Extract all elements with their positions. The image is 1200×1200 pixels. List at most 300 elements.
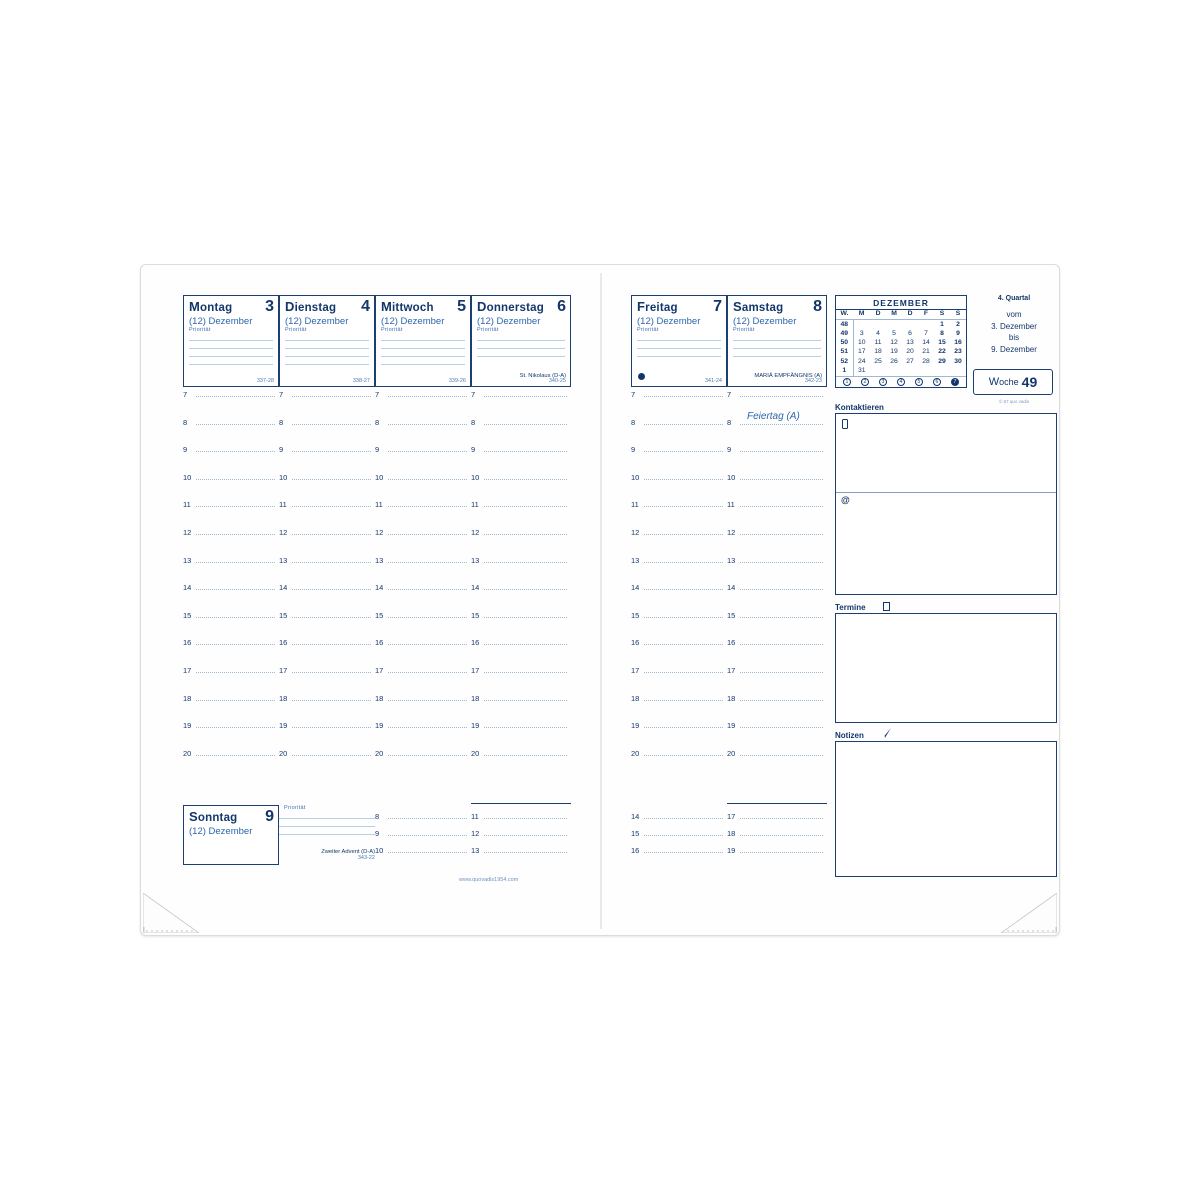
hour-writing-line[interactable] (740, 534, 823, 535)
hour-writing-line[interactable] (388, 700, 467, 701)
hour-row[interactable] (471, 748, 567, 776)
mini-month-day-cell[interactable] (870, 320, 886, 330)
mini-month-header-cell: M (853, 310, 870, 320)
hour-row[interactable] (631, 389, 723, 417)
hour-writing-line[interactable] (292, 396, 371, 397)
hour-row[interactable] (375, 748, 467, 776)
hour-writing-line[interactable] (484, 644, 567, 645)
mini-month-title: DEZEMBER (836, 296, 966, 310)
hour-writing-line[interactable] (484, 835, 567, 836)
mini-month-calendar[interactable] (835, 295, 967, 388)
hour-writing-line[interactable] (740, 424, 823, 425)
hour-row[interactable] (471, 610, 567, 638)
week-number-box[interactable] (973, 369, 1053, 395)
hour-row[interactable] (727, 828, 823, 845)
hour-row[interactable] (183, 665, 275, 693)
hour-row[interactable] (631, 811, 723, 828)
hour-row[interactable] (727, 811, 823, 828)
mini-month-day-cell[interactable]: 18 (874, 348, 882, 356)
hour-writing-line[interactable] (388, 562, 467, 563)
hour-row[interactable] (631, 582, 723, 610)
hour-row[interactable] (183, 555, 275, 583)
priority-lines-montag[interactable] (184, 333, 278, 365)
mini-month-day-cell[interactable]: 8 (940, 329, 944, 337)
hour-row[interactable] (631, 720, 723, 748)
hour-label: 19 (631, 721, 640, 731)
day-header-dienstag[interactable] (279, 295, 375, 387)
hour-row[interactable] (471, 693, 567, 721)
hour-row[interactable] (631, 527, 723, 555)
mini-month-day-cell[interactable]: 26 (890, 357, 898, 365)
mini-month-day-cell[interactable]: 9 (956, 329, 960, 337)
mini-month-week-number[interactable]: 49 (840, 329, 849, 337)
hour-row[interactable] (631, 665, 723, 693)
hour-writing-line[interactable] (292, 562, 371, 563)
hour-row[interactable] (727, 720, 823, 748)
mini-month-day-cell[interactable]: 13 (906, 339, 914, 347)
day-name-samstag: Samstag (733, 299, 784, 314)
mini-month-day-cell[interactable]: 24 (853, 357, 870, 366)
hour-writing-line[interactable] (196, 589, 275, 590)
mini-month-day-cell[interactable]: 10 (853, 339, 870, 348)
hour-row[interactable] (183, 527, 275, 555)
mini-month-day-cell[interactable]: 22 (938, 348, 946, 356)
hour-row[interactable] (727, 499, 823, 527)
hour-row[interactable] (279, 417, 371, 445)
hour-row[interactable] (279, 389, 371, 417)
hour-writing-line[interactable] (388, 818, 467, 819)
hour-writing-line[interactable] (388, 672, 467, 673)
hour-row[interactable] (727, 637, 823, 665)
hour-row[interactable] (279, 472, 371, 500)
hour-label: 9 (375, 445, 380, 455)
hour-label: 8 (279, 417, 284, 427)
hour-row[interactable] (183, 748, 275, 776)
hour-writing-line[interactable] (484, 534, 567, 535)
hour-row[interactable] (183, 610, 275, 638)
mini-month-day-cell[interactable]: 11 (874, 339, 882, 347)
hour-writing-line[interactable] (388, 835, 467, 836)
hour-writing-line[interactable] (388, 451, 467, 452)
mini-month-week-number[interactable]: 52 (840, 357, 849, 365)
mini-month-day-cell[interactable]: 23 (954, 348, 962, 356)
hour-row[interactable] (183, 417, 275, 445)
hour-writing-line[interactable] (388, 424, 467, 425)
mini-month-day-cell[interactable]: 5 (892, 329, 896, 337)
hour-row[interactable] (727, 555, 823, 583)
hour-writing-line[interactable] (196, 396, 275, 397)
priority-lines-mittwoch[interactable] (376, 333, 470, 365)
hour-writing-line[interactable] (644, 727, 723, 728)
hour-row[interactable] (727, 748, 823, 776)
hour-writing-line[interactable] (196, 700, 275, 701)
mini-month-header-cell: S (950, 310, 966, 320)
day-number-montag: 3 (265, 298, 274, 315)
weekday-circle[interactable]: 2 (861, 378, 869, 386)
hour-row[interactable] (375, 444, 467, 472)
mini-month-day-cell[interactable]: 19 (890, 348, 898, 356)
mini-month-header-row (836, 310, 966, 320)
hour-writing-line[interactable] (196, 755, 275, 756)
priority-label-donnerstag: Priorität (477, 327, 499, 333)
mini-month-week-number[interactable]: 51 (840, 348, 849, 356)
weekday-circle-strip[interactable] (836, 376, 966, 387)
mini-month-day-cell[interactable] (870, 367, 886, 376)
hour-row[interactable] (279, 610, 371, 638)
mini-month-day-cell[interactable]: 29 (938, 357, 946, 365)
hour-row[interactable] (471, 720, 567, 748)
hour-writing-line[interactable] (484, 700, 567, 701)
mini-month-day-cell[interactable] (902, 320, 918, 330)
hour-writing-line[interactable] (196, 479, 275, 480)
hour-writing-line[interactable] (196, 424, 275, 425)
hour-writing-line[interactable] (196, 506, 275, 507)
hour-writing-line[interactable] (292, 589, 371, 590)
mini-month-day-cell[interactable]: 25 (874, 357, 882, 365)
hour-writing-line[interactable] (644, 700, 723, 701)
hour-writing-line[interactable] (644, 644, 723, 645)
hour-writing-line[interactable] (196, 617, 275, 618)
hour-writing-line[interactable] (484, 424, 567, 425)
termine-box[interactable] (835, 613, 1057, 723)
day-header-sonntag[interactable] (183, 805, 279, 865)
hour-row[interactable] (375, 582, 467, 610)
hour-writing-line[interactable] (740, 755, 823, 756)
hour-row[interactable] (375, 472, 467, 500)
hour-row[interactable] (727, 610, 823, 638)
hour-writing-line[interactable] (196, 672, 275, 673)
hour-writing-line[interactable] (740, 727, 823, 728)
hour-row[interactable] (375, 499, 467, 527)
hour-label: 11 (183, 500, 191, 510)
hour-writing-line[interactable] (740, 818, 823, 819)
mini-month-day-cell[interactable] (902, 367, 918, 376)
hour-writing-line[interactable] (484, 617, 567, 618)
hour-row[interactable] (471, 811, 567, 828)
hour-row[interactable] (727, 527, 823, 555)
hour-row[interactable] (279, 720, 371, 748)
hour-row[interactable] (183, 472, 275, 500)
hour-row[interactable] (471, 828, 567, 845)
hour-writing-line[interactable] (740, 479, 823, 480)
priority-lines-dienstag[interactable] (280, 333, 374, 365)
mini-month-day-cell[interactable]: 20 (906, 348, 914, 356)
hour-writing-line[interactable] (388, 506, 467, 507)
mini-month-day-cell[interactable]: 17 (853, 348, 870, 357)
hour-row[interactable] (631, 417, 723, 445)
priority-lines-donnerstag[interactable] (472, 333, 570, 357)
hour-writing-line[interactable] (196, 644, 275, 645)
hour-writing-line[interactable] (740, 700, 823, 701)
hour-row[interactable] (471, 637, 567, 665)
hour-writing-line[interactable] (388, 396, 467, 397)
weekday-circle[interactable]: 7 (951, 378, 959, 386)
mini-month-day-cell[interactable]: 27 (906, 357, 914, 365)
hour-writing-line[interactable] (484, 727, 567, 728)
hour-row[interactable] (631, 472, 723, 500)
holiday-note-samstag: MARIÄ EMPFÄNGNIS (A) (754, 373, 822, 379)
hour-writing-line[interactable] (644, 562, 723, 563)
hour-writing-line[interactable] (644, 818, 723, 819)
hour-writing-line[interactable] (388, 617, 467, 618)
hour-row[interactable] (375, 828, 467, 845)
day-header-montag[interactable] (183, 295, 279, 387)
mini-month-day-cell[interactable] (853, 320, 870, 330)
hour-writing-line[interactable] (484, 818, 567, 819)
weekday-circle[interactable]: 5 (915, 378, 923, 386)
hour-writing-line[interactable] (644, 396, 723, 397)
mini-month-day-cell[interactable]: 12 (890, 339, 898, 347)
hour-row[interactable] (279, 527, 371, 555)
hour-writing-line[interactable] (388, 755, 467, 756)
hour-writing-line[interactable] (644, 424, 723, 425)
hour-writing-line[interactable] (484, 755, 567, 756)
mini-month-day-cell[interactable]: 21 (922, 348, 930, 356)
weekday-circle[interactable]: 4 (897, 378, 905, 386)
hour-writing-line[interactable] (196, 451, 275, 452)
mini-month-week-number[interactable]: 1 (842, 366, 847, 374)
hour-writing-line[interactable] (292, 672, 371, 673)
document-icon (883, 602, 890, 611)
hour-row[interactable] (471, 527, 567, 555)
hour-row[interactable] (471, 444, 567, 472)
hour-column-donnerstag[interactable] (471, 389, 567, 775)
hour-writing-line[interactable] (484, 852, 567, 853)
hour-label: 20 (631, 748, 640, 758)
hour-row[interactable] (727, 472, 823, 500)
hour-writing-line[interactable] (740, 506, 823, 507)
hour-writing-line[interactable] (644, 479, 723, 480)
weekday-circle[interactable]: 3 (879, 378, 887, 386)
mini-month-day-cell[interactable]: 6 (908, 329, 912, 337)
hour-writing-line[interactable] (644, 534, 723, 535)
hour-writing-line[interactable] (292, 700, 371, 701)
hour-writing-line[interactable] (740, 672, 823, 673)
hour-column-dienstag[interactable] (279, 389, 371, 775)
day-header-freitag[interactable] (631, 295, 727, 387)
mini-month-day-cell[interactable] (886, 320, 902, 330)
hour-writing-line[interactable] (740, 617, 823, 618)
hour-writing-line[interactable] (292, 479, 371, 480)
day-month-sonntag: (12) Dezember (189, 826, 253, 837)
mini-month-day-cell[interactable]: 1 (940, 320, 944, 328)
hour-row[interactable] (471, 417, 567, 445)
priority-lines-freitag[interactable] (632, 333, 726, 357)
hour-row[interactable] (375, 665, 467, 693)
hour-row[interactable] (279, 665, 371, 693)
kontaktieren-box[interactable] (835, 413, 1057, 595)
mini-month-day-cell[interactable]: 3 (853, 330, 870, 339)
notizen-box[interactable] (835, 741, 1057, 877)
hour-row[interactable] (727, 665, 823, 693)
hour-row[interactable] (279, 693, 371, 721)
hour-row[interactable] (727, 693, 823, 721)
mini-month-day-cell[interactable]: 7 (924, 329, 928, 337)
hour-writing-line[interactable] (292, 755, 371, 756)
hour-writing-line[interactable] (292, 617, 371, 618)
mini-month-day-cell[interactable]: 2 (956, 320, 960, 328)
hour-row[interactable] (471, 389, 567, 417)
hour-row[interactable] (471, 499, 567, 527)
hour-row[interactable] (375, 720, 467, 748)
hour-writing-line[interactable] (292, 727, 371, 728)
hour-row[interactable] (375, 555, 467, 583)
mini-month-day-cell[interactable]: 16 (954, 339, 962, 347)
mini-month-day-cell[interactable] (918, 367, 934, 376)
hour-label: 9 (631, 445, 636, 455)
hour-writing-line[interactable] (644, 852, 723, 853)
hour-writing-line[interactable] (388, 589, 467, 590)
extra-hour-column-a[interactable] (631, 811, 723, 862)
hour-writing-line[interactable] (292, 534, 371, 535)
mini-month-day-cell[interactable]: 14 (922, 339, 930, 347)
hour-row[interactable] (471, 665, 567, 693)
hour-writing-line[interactable] (740, 852, 823, 853)
hour-row[interactable] (631, 637, 723, 665)
hour-writing-line[interactable] (388, 727, 467, 728)
hour-writing-line[interactable] (196, 534, 275, 535)
hour-writing-line[interactable] (740, 396, 823, 397)
hour-row[interactable] (183, 693, 275, 721)
hour-writing-line[interactable] (740, 644, 823, 645)
mini-month-week-number[interactable]: 50 (840, 339, 849, 347)
weekday-circle[interactable]: 1 (843, 378, 851, 386)
hour-label: 9 (375, 829, 380, 838)
hour-writing-line[interactable] (388, 644, 467, 645)
hour-writing-line[interactable] (388, 479, 467, 480)
mini-month-day-cell[interactable] (950, 367, 966, 376)
priority-lines-samstag[interactable] (728, 333, 826, 357)
hour-writing-line[interactable] (740, 589, 823, 590)
hour-writing-line[interactable] (644, 506, 723, 507)
hour-row[interactable] (375, 389, 467, 417)
sonntag-priority-block[interactable] (279, 805, 375, 861)
hour-row[interactable] (375, 637, 467, 665)
hour-row[interactable] (631, 845, 723, 862)
day-header-donnerstag[interactable] (471, 295, 571, 387)
hour-row[interactable] (631, 499, 723, 527)
hour-writing-line[interactable] (484, 589, 567, 590)
hour-writing-line[interactable] (388, 852, 467, 853)
hour-label: 15 (471, 610, 480, 620)
hour-row[interactable] (631, 828, 723, 845)
mini-month-day-cell[interactable]: 31 (853, 367, 870, 376)
hour-row[interactable] (471, 582, 567, 610)
sonntag-hour-column-a[interactable] (375, 811, 467, 862)
hour-row[interactable] (375, 527, 467, 555)
hour-writing-line[interactable] (388, 534, 467, 535)
hour-row[interactable] (279, 582, 371, 610)
hour-writing-line[interactable] (644, 835, 723, 836)
hour-column-mittwoch[interactable] (375, 389, 467, 775)
hour-row[interactable] (631, 693, 723, 721)
hour-row[interactable] (471, 845, 567, 862)
extra-hour-column-b[interactable] (727, 811, 823, 862)
hour-label: 15 (279, 610, 288, 620)
hour-row[interactable] (375, 845, 467, 862)
mini-month-day-cell[interactable]: 30 (954, 357, 962, 365)
hour-writing-line[interactable] (644, 755, 723, 756)
hour-writing-line[interactable] (292, 506, 371, 507)
hour-writing-line[interactable] (292, 644, 371, 645)
hour-row[interactable] (183, 389, 275, 417)
mini-month-day-cell[interactable]: 15 (938, 339, 946, 347)
hour-label: 20 (727, 748, 736, 758)
hour-row[interactable] (727, 845, 823, 862)
hour-writing-line[interactable] (484, 451, 567, 452)
hour-row[interactable] (279, 499, 371, 527)
hour-writing-line[interactable] (740, 562, 823, 563)
hour-writing-line[interactable] (484, 672, 567, 673)
hour-row[interactable] (375, 610, 467, 638)
sonntag-hour-column-b[interactable] (471, 811, 567, 862)
hour-row[interactable] (375, 693, 467, 721)
hour-writing-line[interactable] (292, 451, 371, 452)
day-header-samstag[interactable] (727, 295, 827, 387)
hour-row[interactable] (471, 555, 567, 583)
day-header-mittwoch[interactable] (375, 295, 471, 387)
moon-phase-icon (638, 373, 645, 380)
hour-row[interactable] (279, 555, 371, 583)
hour-row[interactable] (631, 444, 723, 472)
hour-row[interactable] (631, 555, 723, 583)
hour-label: 16 (727, 638, 736, 648)
week-label: Woche (988, 376, 1019, 388)
mini-month-day-cell[interactable] (918, 320, 934, 330)
hour-row[interactable] (183, 720, 275, 748)
hour-writing-line[interactable] (484, 562, 567, 563)
hour-row[interactable] (183, 582, 275, 610)
hour-writing-line[interactable] (484, 396, 567, 397)
day-month-mittwoch: (12) Dezember (381, 316, 445, 327)
hour-row[interactable] (727, 582, 823, 610)
hour-writing-line[interactable] (644, 672, 723, 673)
hour-row[interactable] (279, 444, 371, 472)
hour-row[interactable] (279, 637, 371, 665)
hour-row[interactable] (727, 444, 823, 472)
hour-column-samstag[interactable] (727, 389, 823, 775)
hour-writing-line[interactable] (292, 424, 371, 425)
hour-row[interactable] (631, 610, 723, 638)
hour-column-freitag[interactable] (631, 389, 723, 775)
mini-month-day-cell[interactable]: 28 (922, 357, 930, 365)
hour-row[interactable] (183, 637, 275, 665)
hour-row[interactable] (183, 499, 275, 527)
mini-month-day-cell[interactable]: 4 (876, 329, 880, 337)
hour-writing-line[interactable] (484, 506, 567, 507)
hour-label: 8 (727, 417, 732, 427)
hour-writing-line[interactable] (644, 617, 723, 618)
hour-writing-line[interactable] (740, 835, 823, 836)
mini-month-day-cell[interactable] (886, 367, 902, 376)
hour-writing-line[interactable] (644, 451, 723, 452)
hour-row[interactable] (183, 444, 275, 472)
weekday-circle[interactable]: 6 (933, 378, 941, 386)
mini-month-day-cell[interactable] (934, 367, 950, 376)
mini-month-week-number[interactable]: 48 (840, 320, 849, 328)
hour-row[interactable] (631, 748, 723, 776)
hour-row[interactable] (375, 811, 467, 828)
hour-row[interactable] (279, 748, 371, 776)
hour-writing-line[interactable] (740, 451, 823, 452)
hour-column-montag[interactable] (183, 389, 275, 775)
hour-writing-line[interactable] (196, 562, 275, 563)
hour-writing-line[interactable] (196, 727, 275, 728)
hour-row[interactable] (375, 417, 467, 445)
hour-row[interactable] (471, 472, 567, 500)
hour-writing-line[interactable] (484, 479, 567, 480)
hour-writing-line[interactable] (644, 589, 723, 590)
